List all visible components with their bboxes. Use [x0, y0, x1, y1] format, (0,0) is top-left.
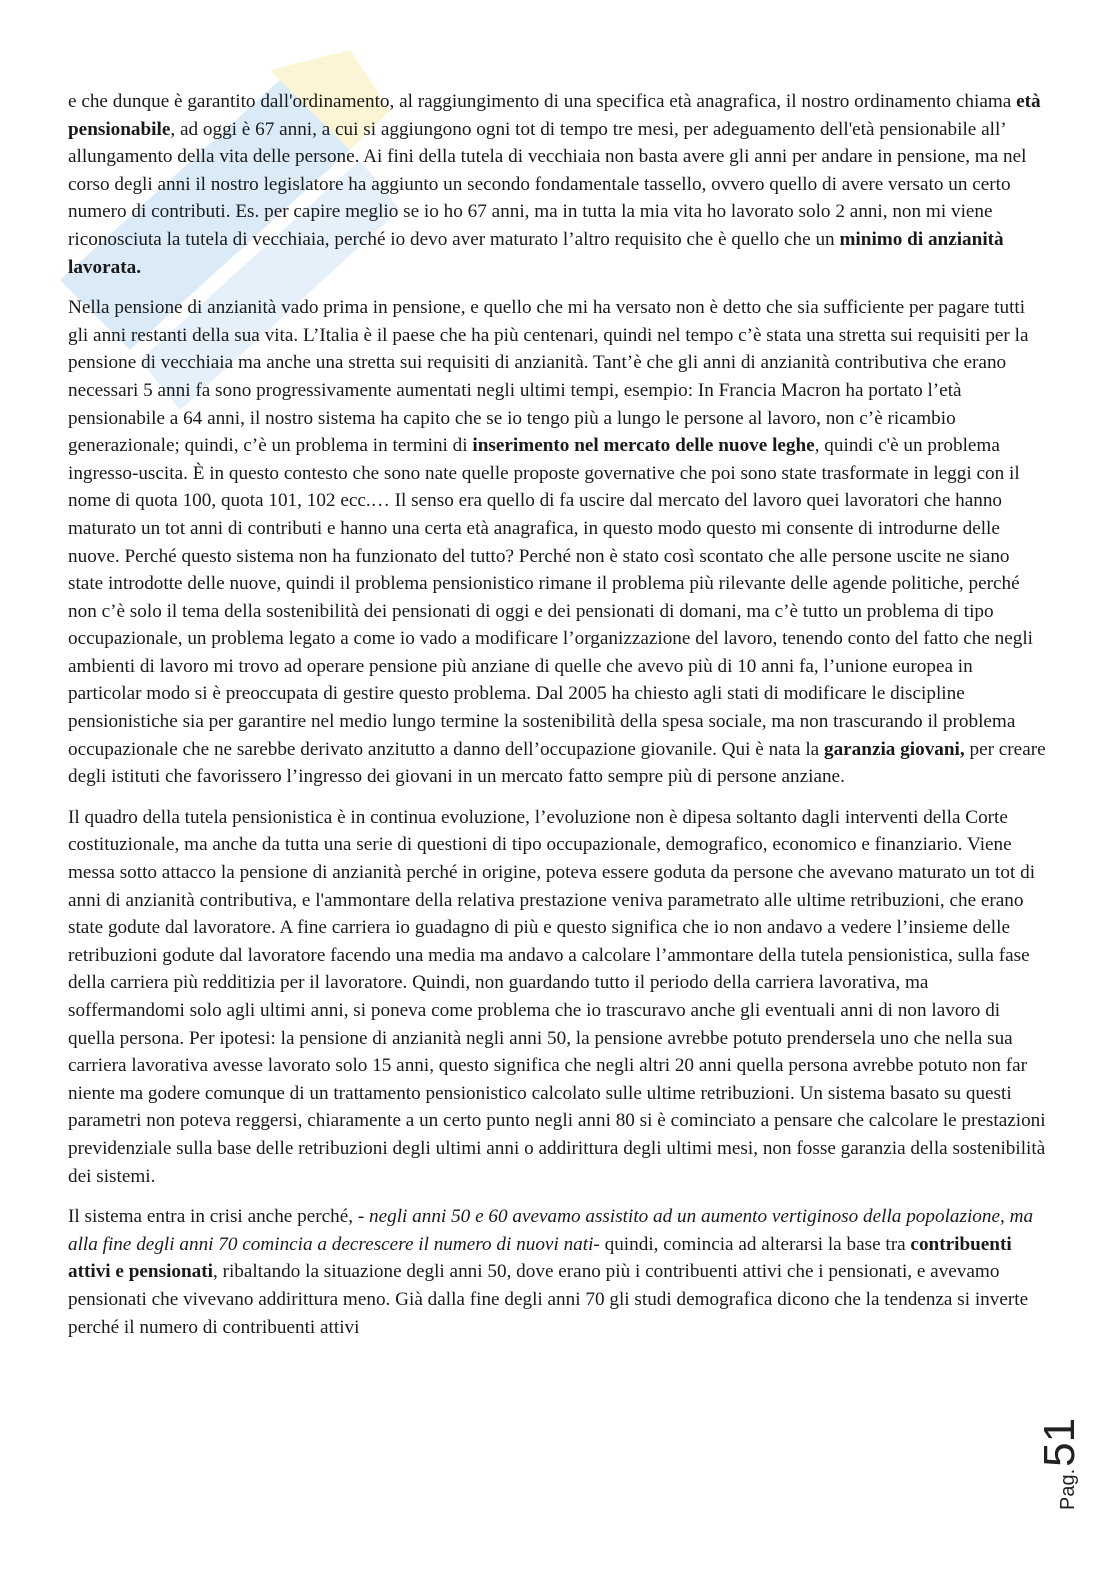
paragraph-4 [68, 1203, 1046, 1341]
body-text: per creare degli istituti che favorissero l’ingresso dei giovani in un mercato fatto sempre più di persone anziane. [68, 738, 1046, 788]
body-text: , quindi c'è un problema ingresso-uscita. È in questo contesto che sono nate quelle proposte governative che poi sono state trasformate in leggi con il nome di quota 100, quota 101, 102 ecc.… Il senso era quello di fa uscire dal mercato del lavoro quei lavoratori che hanno maturato un tot anni di contributi e hanno una certa età anagrafica, in questo modo questo mi consente di introdurne delle nuove. Perché questo sistema non ha funzionato del tutto? Perché non è stato così scontato che alle persone uscite ne siano state introdotte delle nuove, quindi il problema pensionistico rimane il problema più rilevante delle agende politiche, perché non c’è solo il tema della sostenibilità dei pensionati di oggi e dei pensionati di domani, ma c’è tutto un problema di tipo occupazionale, un problema legato a come io vado a modificare l’organizzazione del lavoro, tenendo conto del fatto che negli ambienti di lavoro mi trovo ad operare pensione più anziane di quelle che avevo più di 10 anni fa, l’unione europea in particolar modo si è preoccupata di gestire questo problema. Dal 2005 ha chiesto agli stati di modificare le discipline pensionistiche sia per garantire nel medio lungo termine la sostenibilità della spesa sociale, ma non trascurando il problema occupazionale che ne sarebbe derivato anzitutto a danno dell’occupazione giovanile. Qui è nata la [68, 435, 1034, 760]
paragraph-3 [68, 804, 1046, 1190]
body-text: , ribaltando la situazione degli anni 50, dove erano più i contribuenti attivi che i pensionati, e avevamo pensionati che vivevano addirittura meno. Già dalla fine degli anni 70 gli studi demografica dicono che la tendenza si inverte perché il numero di contribuenti attivi [68, 1261, 1029, 1338]
italic-text: - negli anni 50 e 60 avevamo assistito ad un aumento vertiginoso della popolazione, ma alla fine degli anni 70 comincia a decrescere il numero di nuovi nati- [68, 1206, 1034, 1255]
bold-text: età pensionabile [68, 91, 1041, 140]
body-text: Il sistema entra in crisi anche perché, [68, 1206, 358, 1228]
page-number [1035, 1400, 1098, 1510]
body-text: Il quadro della tutela pensionistica è in continua evoluzione, l’evoluzione non è dipesa soltanto dagli interventi della Corte costituzionale, ma anche da tutta una serie di questioni di tipo occupazionale, demografico, economico e finanziario. Viene messa sotto attacco la pensione di anzianità perché in origine, poteva essere goduta da persone che avevano maturato un tot di anni di anzianità contributiva, e l'ammontare della relativa prestazione veniva parametrato alle ultime retribuzioni, che erano state godute dal lavoratore. A fine carriera io guadagno di più e questo significa che io non andavo a vedere l’insieme delle retribuzioni godute dal lavoratore facendo una media ma andavo a calcolare l’ammontare della tutela pensionistica, sulla fase della carriera più redditizia per il lavoratore. Quindi, non guardando tutto il periodo della carriera lavorativa, ma soffermandomi solo agli ultimi anni, si poneva come problema che io trascuravo anche gli eventuali anni di non lavoro di quella persona. Per ipotesi: la pensione di anzianità negli anni 50, la pensione avrebbe potuto prendersela uno che nella sua carriera lavorativa avesse lavorato solo 15 anni, questo significa che negli altri 20 anni quella persona avrebbe potuto non far niente ma godere comunque di un trattamento pensionistico calcolato sulle ultime retribuzioni. Un sistema basato su questi parametri non poteva reggersi, chiaramente a un certo punto negli anni 80 si è cominciato a pensare che calcolare le prestazioni previdenziale sulla base delle retribuzioni degli ultimi anni o addirittura degli ultimi mesi, non fosse garanzia della sostenibilità dei sistemi. [68, 806, 1046, 1187]
page-label: Pag. [1057, 1468, 1079, 1510]
paragraph-1 [68, 88, 1046, 281]
bold-text: inserimento nel mercato delle nuove leghe [472, 435, 815, 457]
paragraph-2 [68, 294, 1046, 791]
body-text: Nella pensione di anzianità vado prima in pensione, e quello che mi ha versato non è detto che sia sufficiente per pagare tutti gli anni restanti della sua vita. L’Italia è il paese che ha più centenari, quindi nel tempo c’è stata una stretta sui requisiti per la pensione di vecchiaia ma anche una stretta sui requisiti di anzianità. Tant’è che gli anni di anzianità contributiva che erano necessari 5 anni fa sono progressivamente aumentati negli ultimi tempi, esempio: In Francia Macron ha portato l’età pensionabile a 64 anni, il nostro sistema ha capito che se io tengo più a lungo le persone al lavoro, non c’è ricambio generazionale; quindi, c’è un problema in termini di [68, 297, 1029, 457]
bold-text: contribuenti attivi e pensionati [68, 1233, 1012, 1283]
page-number-value: 51 [1035, 1417, 1084, 1467]
bold-text: garanzia giovani, [823, 738, 965, 760]
body-text: , ad oggi è 67 anni, a cui si aggiungono ogni tot di tempo tre mesi, per adeguamento dell'età pensionabile all’ allungamento della vita delle persone. Ai fini della tutela di vecchiaia non basta avere gli anni per andare in pensione, ma nel corso degli anni il nostro legislatore ha aggiunto un secondo fondamentale tassello, ovvero quello di avere versato un certo numero di contributi. Es. per capire meglio se io ho 67 anni, ma in tutta la mia vita ho lavorato solo 2 anni, non mi viene riconosciuta la tutela di vecchiaia, perché io devo aver maturato l’altro requisito che è quello che un [68, 118, 1027, 250]
bold-text: minimo di anzianità lavorata. [68, 228, 1004, 278]
document-body [68, 88, 1046, 1354]
body-text: e che dunque è garantito dall'ordinamento, al raggiungimento di una specifica età anagrafica, il nostro ordinamento chiama [68, 91, 1017, 112]
body-text: quindi, comincia ad alterarsi la base tra [599, 1233, 911, 1255]
